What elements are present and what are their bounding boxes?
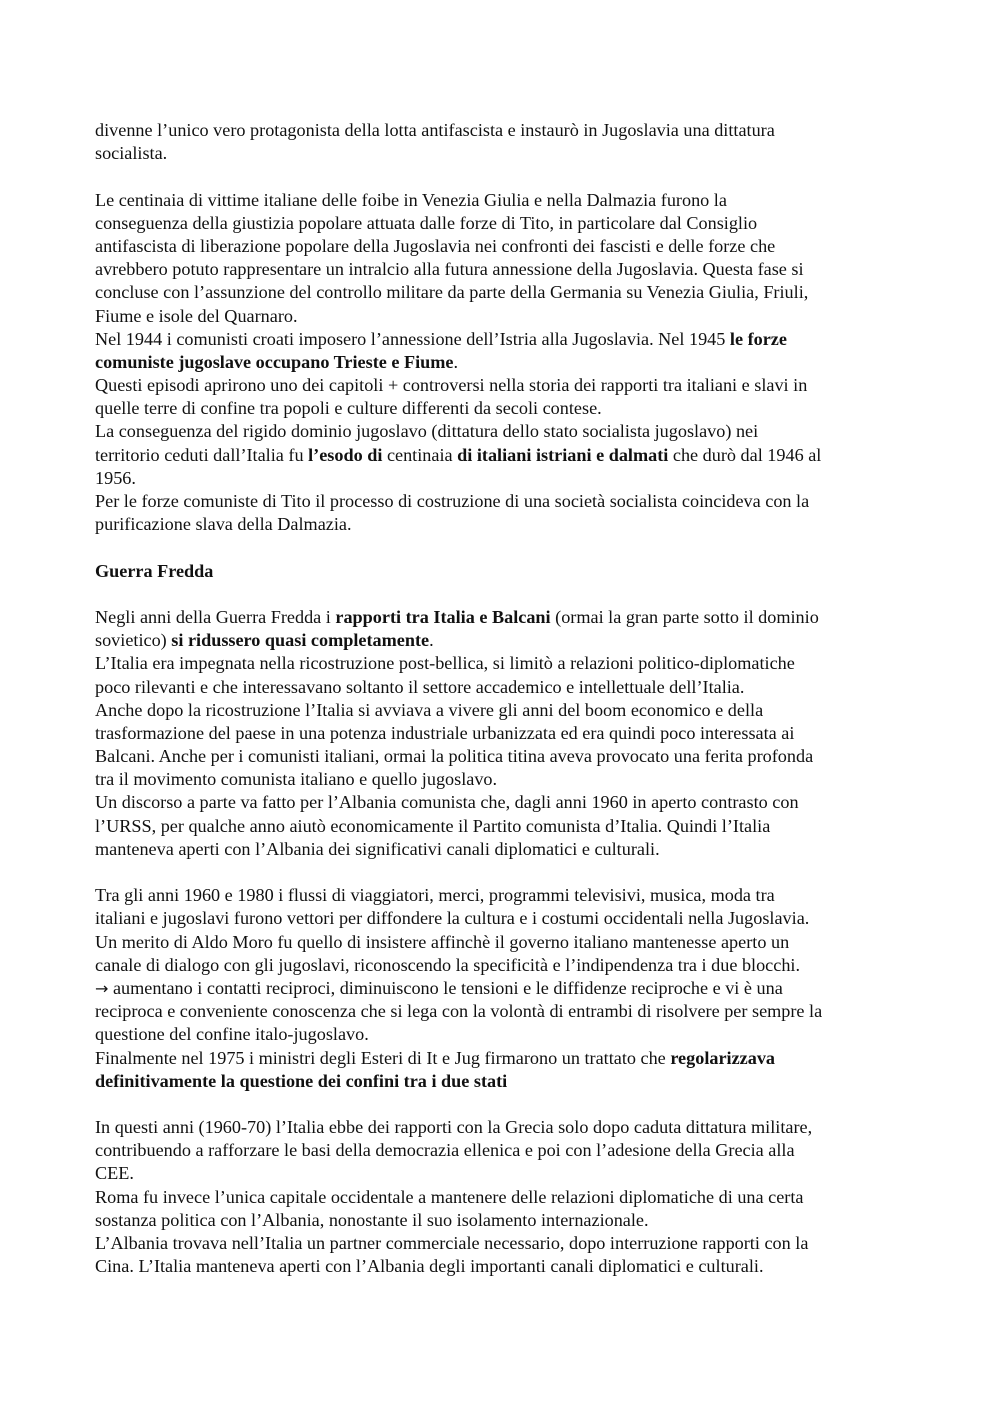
- text-line: In questi anni (1960-70) l’Italia ebbe dei rapporti con la Grecia solo dopo caduta dittatura militare,: [95, 1117, 813, 1138]
- paragraph-foibe: [95, 189, 925, 537]
- text-line: reciproca e conveniente conoscenza che si lega con la volontà di entrambi di risolvere per sempre la: [95, 1001, 823, 1022]
- text-line: trasformazione del paese in una potenza industriale urbanizzata ed era quindi poco interessata ai: [95, 722, 795, 743]
- text-line: l’URSS, per qualche anno aiutò economicamente il Partito comunista d’Italia. Quindi l’Italia: [95, 815, 771, 836]
- text-run: .: [453, 351, 459, 372]
- text-line: [95, 351, 925, 374]
- text-line: questione del confine italo-jugoslavo.: [95, 1024, 369, 1045]
- text-line: [95, 977, 925, 1000]
- text-run: che durò dal 1946 al: [668, 444, 822, 465]
- text-line: La conseguenza del rigido dominio jugoslavo (dittatura dello stato socialista jugoslavo) nei: [95, 421, 759, 442]
- text-line: concluse con l’assunzione del controllo militare da parte della Germania su Venezia Giulia, Friuli,: [95, 282, 809, 303]
- text-line: poco rilevanti e che interessavano soltanto il settore accademico e intellettuale dell’Italia.: [95, 676, 745, 697]
- bold-text: si ridussero quasi completamente: [171, 630, 430, 651]
- paragraph-cold-war: [95, 606, 925, 861]
- text-line: Un discorso a parte va fatto per l’Albania comunista che, dagli anni 1960 in aperto contrasto con: [95, 792, 799, 813]
- text-line: [95, 444, 925, 467]
- text-line: Balcani. Anche per i comunisti italiani, ormai la politica titina aveva provocato una ferita profonda: [95, 746, 814, 767]
- paragraph-gap: [95, 1093, 925, 1116]
- text-line: canale di dialogo con gli jugoslavi, riconoscendo la specificità e l’indipendenza tra i due blocchi.: [95, 954, 801, 975]
- paragraph-gap: [95, 583, 925, 606]
- text-line: conseguenza della giustizia popolare attuata dalle forze di Tito, in particolare dal Consiglio: [95, 212, 758, 233]
- text-line: 1956.: [95, 467, 136, 488]
- paragraph-exchanges: [95, 884, 925, 1093]
- text-line: Questi episodi aprirono uno dei capitoli + controversi nella storia dei rapporti tra italiani e slavi in: [95, 375, 808, 396]
- text-line: [95, 328, 925, 351]
- text-line: Anche dopo la ricostruzione l’Italia si avviava a vivere gli anni del boom economico e della: [95, 699, 764, 720]
- bold-text: l’esodo di: [308, 444, 383, 465]
- text-line: [95, 629, 925, 652]
- text-line: L’Albania trovava nell’Italia un partner commerciale necessario, dopo interruzione rapporti con la: [95, 1233, 809, 1253]
- section-heading: [95, 560, 925, 583]
- text-line: italiani e jugoslavi furono vettori per diffondere la cultura e i costumi occidentali nella Jugoslavia.: [95, 908, 810, 929]
- text-line: contribuendo a rafforzare le basi della democrazia ellenica e poi con l’adesione della Grecia alla: [95, 1140, 795, 1161]
- text-line: antifascista di liberazione popolare della Jugoslavia nei confronti dei fascisti e delle forze che: [95, 235, 776, 256]
- arrow-right-icon: →: [95, 978, 109, 998]
- text-run: Nel 1944 i comunisti croati imposero l’annessione dell’Istria alla Jugoslavia. Nel 1945: [95, 328, 730, 349]
- text-line: [95, 1070, 925, 1093]
- text-line: Tra gli anni 1960 e 1980 i flussi di viaggiatori, merci, programmi televisivi, musica, moda tra: [95, 885, 775, 906]
- text-line: sostanza politica con l’Albania, nonostante il suo isolamento internazionale.: [95, 1209, 649, 1230]
- text-run: centinaia: [382, 444, 458, 465]
- heading-text: Guerra Fredda: [95, 560, 214, 581]
- bold-text: comuniste jugoslave occupano Trieste e Fiume: [95, 351, 454, 372]
- text-run: Negli anni della Guerra Fredda i: [95, 606, 336, 627]
- text-run: territorio ceduti dall’Italia fu: [95, 444, 309, 465]
- text-line: [95, 1047, 925, 1070]
- bold-text: rapporti tra Italia e Balcani: [335, 606, 551, 627]
- text-line: Fiume e isole del Quarnaro.: [95, 305, 298, 326]
- text-line: L’Italia era impegnata nella ricostruzione post-bellica, si limitò a relazioni politico-diplomatiche: [95, 653, 795, 674]
- text-line: [95, 606, 925, 629]
- text-line: tra il movimento comunista italiano e quello jugoslavo.: [95, 769, 498, 790]
- bold-text: le forze: [729, 328, 787, 349]
- text-run: Finalmente nel 1975 i ministri degli Esteri di It e Jug firmarono un trattato che: [95, 1047, 671, 1068]
- text-line: manteneva aperti con l’Albania dei significativi canali diplomatici e culturali.: [95, 838, 660, 859]
- text-line: Per le forze comuniste di Tito il processo di costruzione di una società socialista coincideva con la: [95, 491, 810, 511]
- text-line: Cina. L’Italia manteneva aperti con l’Albania degli importanti canali diplomatici e culturali.: [95, 1256, 764, 1277]
- text-run: sovietico): [95, 630, 172, 651]
- text-run: aumentano i contatti reciproci, diminuiscono le tensioni e le diffidenze reciproche e vi è una: [108, 977, 783, 998]
- paragraph-gap: [95, 165, 925, 188]
- text-line: Roma fu invece l’unica capitale occidentale a mantenere delle relazioni diplomatiche di una certa: [95, 1186, 804, 1207]
- paragraph-greece-albania: [95, 1116, 925, 1278]
- bold-text: di italiani istriani e dalmati: [457, 444, 669, 465]
- bold-text: regolarizzava: [670, 1047, 776, 1068]
- paragraph-tito-dictatorship: [95, 119, 925, 165]
- text-line: purificazione slava della Dalmazia.: [95, 514, 352, 535]
- document-page: [95, 119, 925, 1278]
- text-line: divenne l’unico vero protagonista della lotta antifascista e instaurò in Jugoslavia una dittatura: [95, 120, 775, 140]
- text-line: quelle terre di confine tra popoli e culture differenti da secoli contese.: [95, 398, 602, 419]
- text-run: (ormai la gran parte sotto il dominio: [550, 606, 819, 627]
- bold-text: definitivamente la questione dei confini tra i due stati: [95, 1070, 508, 1091]
- paragraph-gap: [95, 861, 925, 884]
- paragraph-gap: [95, 536, 925, 559]
- text-run: .: [429, 630, 434, 651]
- text-line: avrebbero potuto rappresentare un intralcio alla futura annessione della Jugoslavia. Questa fase si: [95, 259, 804, 280]
- text-line: CEE.: [95, 1163, 134, 1184]
- text-line: Le centinaia di vittime italiane delle foibe in Venezia Giulia e nella Dalmazia furono la: [95, 189, 727, 210]
- text-line: socialista.: [95, 143, 168, 164]
- text-line: Un merito di Aldo Moro fu quello di insistere affinchè il governo italiano mantenesse aperto un: [95, 931, 790, 952]
